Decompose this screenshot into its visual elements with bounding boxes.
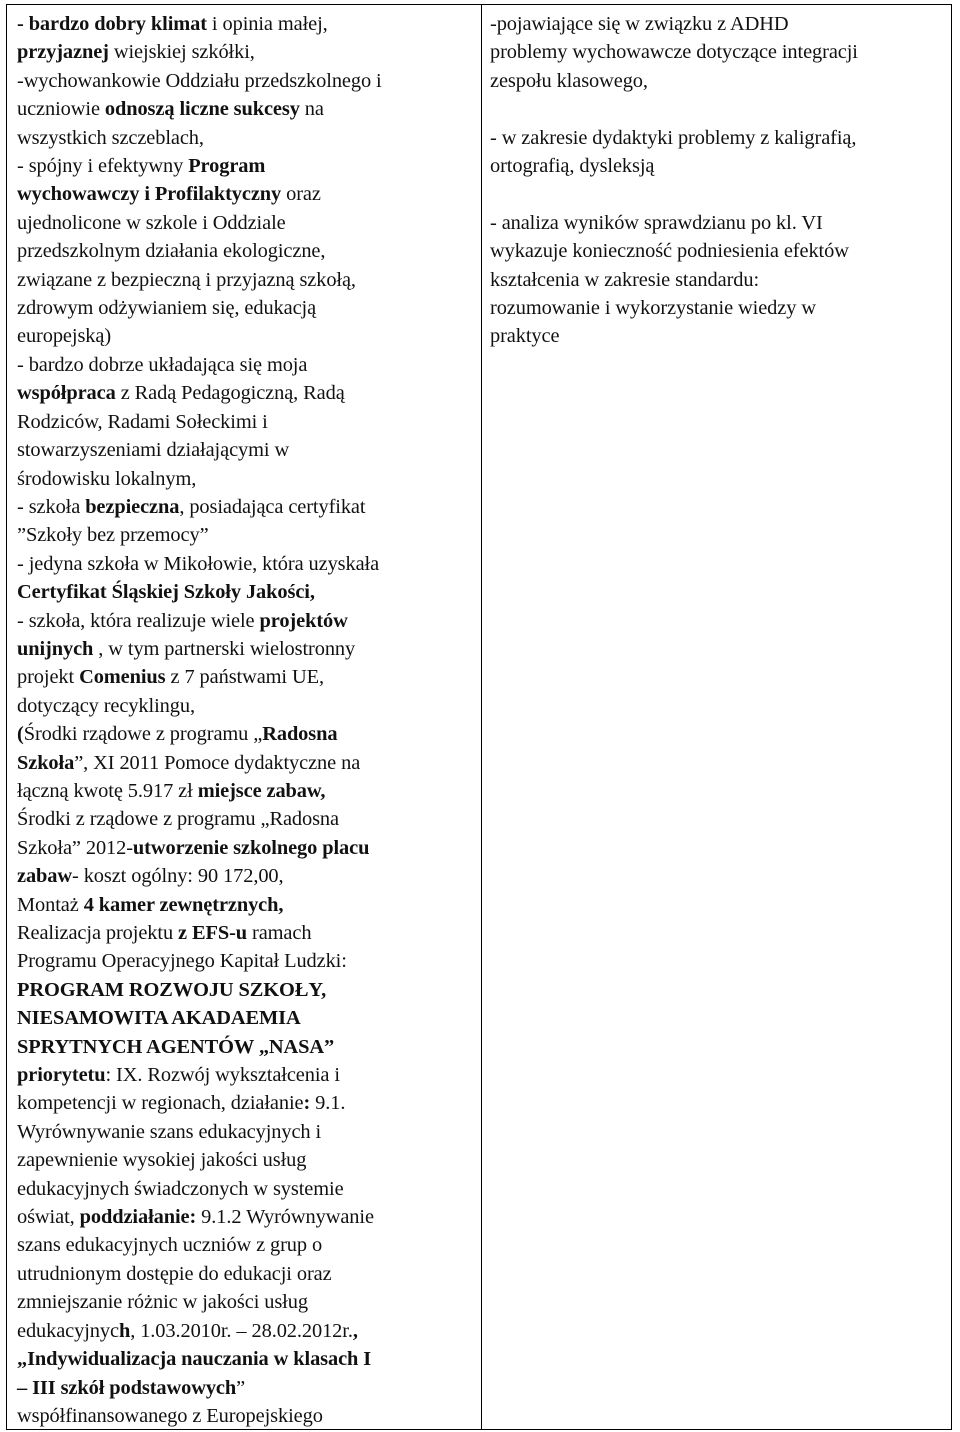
text-run: - bardzo dobrze układająca się moja [17,353,308,376]
text-run: ujednolicone w szkole i Oddziale [17,211,286,234]
text-line [17,1004,475,1032]
text-line [17,1061,475,1089]
bold-text: h [118,1319,131,1342]
bold-text: klimat [150,13,207,35]
text-line [17,805,475,833]
text-line [17,749,475,777]
text-run: ramach [247,922,312,944]
document-table [6,4,952,1430]
text-line [490,152,945,180]
text-run: Wyrównywanie szans edukacyjnych i [17,1120,322,1143]
text-line [490,95,945,123]
text-line [17,493,475,521]
text-line [490,124,945,152]
text-run: wszystkich szczeblach, [17,126,204,149]
bold-text: przyjaznej [17,41,109,64]
text-run: oraz [281,183,321,206]
text-line [17,1089,475,1117]
text-line [17,95,475,123]
text-line [17,777,475,805]
weaknesses-column [482,5,951,1429]
bold-text: z EFS-u [178,922,248,944]
bold-text: zabaw [17,865,73,888]
text-line [490,38,945,66]
text-line [17,436,475,464]
text-run: oświat, [17,1206,80,1229]
bold-text: - bardzo dobry [17,13,151,35]
text-run: -pojawiające się w związku z ADHD [490,13,789,35]
text-line [17,578,475,606]
text-run: zmniejszanie różnic w jakości usług [17,1291,308,1314]
text-run: kompetencji w regionach, działanie [17,1092,304,1115]
text-line [17,124,475,152]
text-line [17,38,475,66]
text-line [17,834,475,862]
text-run: - jedyna szkoła w Mikołowie, która uzyskała [17,552,380,575]
text-line [17,720,475,748]
text-line [17,209,475,237]
text-line [490,322,945,350]
text-line [17,663,475,691]
bold-text: , [352,1319,358,1342]
text-line [17,1260,475,1288]
text-run: - koszt ogólny: 90 172,00, [72,865,284,888]
text-run: Realizacja projektu [17,922,179,944]
text-run: szans edukacyjnych uczniów z grup o [17,1234,323,1257]
text-line [17,607,475,635]
text-run: Montaż [17,893,84,916]
bold-text: „Indywidualizacja nauczania w klasach I [17,1348,372,1371]
bold-text: Certyfikat Śląskiej Szkoły Jakości, [17,581,315,604]
text-run: - spójny i efektywny [17,155,189,178]
text-run: - w zakresie dydaktyki problemy z kaligrafią, [490,126,857,149]
bold-text: unijnych [17,637,94,660]
text-run: współfinansowanego z Europejskiego [17,1404,323,1427]
bold-text: : [303,1092,311,1115]
bold-text: SPRYTNYCH AGENTÓW „NASA” [17,1035,335,1058]
text-run: problemy wychowawcze dotyczące integracji [490,41,858,64]
bold-text: wychowawczy i Profilaktyczny [17,183,282,206]
text-line [17,379,475,407]
text-run: łączną kwotę 5.917 zł [17,779,198,802]
text-run: i opinia małej, [206,13,328,35]
text-run: 9.1. [310,1092,346,1115]
text-line [490,237,945,265]
text-run: praktyce [490,325,560,348]
text-line [17,550,475,578]
bold-text: Szkoła [17,751,75,774]
text-line [17,266,475,294]
text-line [17,1203,475,1231]
text-line [17,692,475,720]
text-run: : IX. Rozwój wykształcenia i [105,1064,340,1087]
text-run: zespołu klasowego, [490,69,648,92]
bold-text: utworzenie szkolnego placu [132,836,370,859]
text-run: wiejskiej szkółki, [108,41,255,64]
text-line [17,351,475,379]
text-run: dotyczący recyklingu, [17,694,195,717]
text-run: Rodziców, Radami Sołeckimi i [17,410,268,433]
text-line [17,1288,475,1316]
text-line [17,465,475,493]
text-run: z 7 państwami UE, [165,666,324,689]
text-line [490,266,945,294]
text-run: Środki rządowe z programu „ [23,723,263,746]
text-line [17,862,475,890]
text-line [17,976,475,1004]
text-run: , w tym partnerski wielostronny [93,637,356,660]
text-line [17,1175,475,1203]
text-run: - szkoła, która realizuje wiele [17,609,260,632]
text-line [17,1231,475,1259]
text-run: ” [236,1376,246,1399]
text-line [17,1317,475,1345]
text-line [17,237,475,265]
strengths-column [7,5,482,1429]
text-run: edukacyjnyc [17,1319,119,1342]
text-line [17,408,475,436]
text-run: przedszkolnym działania ekologiczne, [17,240,326,263]
text-run: , 1.03.2010r. – 28.02.2012r. [130,1319,353,1342]
bold-text: współpraca [17,382,116,405]
text-run: utrudnionym dostępie do edukacji oraz [17,1262,332,1285]
text-run: - szkoła [17,495,86,518]
bold-text: 4 kamer zewnętrznych, [83,893,284,916]
text-line [490,10,945,38]
text-run: uczniowie [17,98,105,121]
text-run: zdrowym odżywianiem się, edukacją [17,297,317,320]
text-line [17,947,475,975]
text-run: edukacyjnych świadczonych w systemie [17,1177,344,1200]
bold-text: NIESAMOWITA AKADAEMIA [17,1007,301,1030]
text-line [17,10,475,38]
text-line [17,521,475,549]
text-run: środowisku lokalnym, [17,467,197,490]
text-line [17,152,475,180]
text-line [17,1345,475,1373]
text-run: ”, XI 2011 Pomoce dydaktyczne na [74,751,361,774]
text-line [17,1118,475,1146]
bold-text: poddziałanie: [79,1206,197,1229]
text-line [17,1402,475,1429]
bold-text: PROGRAM ROZWOJU SZKOŁY, [17,978,327,1001]
bold-text: Program [188,155,266,178]
text-line [490,294,945,322]
text-run: kształcenia w zakresie standardu: [490,268,760,291]
text-run: -wychowankowie Oddziału przedszkolnego i [17,69,382,92]
bold-text: odnoszą liczne sukcesy [104,98,300,121]
bold-text: miejsce zabaw, [197,779,326,802]
text-run: na [299,98,324,121]
bold-text: – III szkół podstawowych [17,1376,237,1399]
text-run: zapewnienie wysokiej jakości usług [17,1149,307,1172]
text-line [17,635,475,663]
bold-text: projektów [259,609,348,632]
text-run: z Radą Pedagogiczną, Radą [115,382,345,405]
text-run: rozumowanie i wykorzystanie wiedzy w [490,297,816,320]
text-run: związane z bezpieczną i przyjazną szkołą, [17,268,356,291]
text-line [17,891,475,919]
text-line [17,322,475,350]
text-run: - analiza wyników sprawdzianu po kl. VI [490,211,823,234]
bold-text: ( [17,723,24,746]
text-run: Środki z rządowe z programu „Radosna [17,808,339,831]
text-line [490,67,945,95]
text-run: ortografią, dysleksją [490,155,655,178]
text-run: , posiadająca certyfikat [179,495,366,518]
text-line [17,1146,475,1174]
text-run: Szkoła” 2012- [17,836,133,859]
text-line [17,294,475,322]
text-line [490,209,945,237]
text-line [17,67,475,95]
text-run: projekt [17,666,80,689]
bold-text: priorytetu [17,1064,106,1087]
text-line [490,180,945,208]
bold-text: Comenius [79,666,166,689]
text-line [17,1374,475,1402]
text-line [17,180,475,208]
text-run: europejską) [17,325,112,348]
text-line [17,1033,475,1061]
text-run: Programu Operacyjnego Kapitał Ludzki: [17,950,347,973]
text-run: wykazuje konieczność podniesienia efektów [490,240,849,263]
bold-text: bezpieczna [85,495,180,518]
bold-text: Radosna [262,723,338,746]
text-run: 9.1.2 Wyrównywanie [196,1206,374,1229]
text-line [17,919,475,947]
text-run: stowarzyszeniami działającymi w [17,439,290,462]
text-run: ”Szkoły bez przemocy” [17,524,209,547]
